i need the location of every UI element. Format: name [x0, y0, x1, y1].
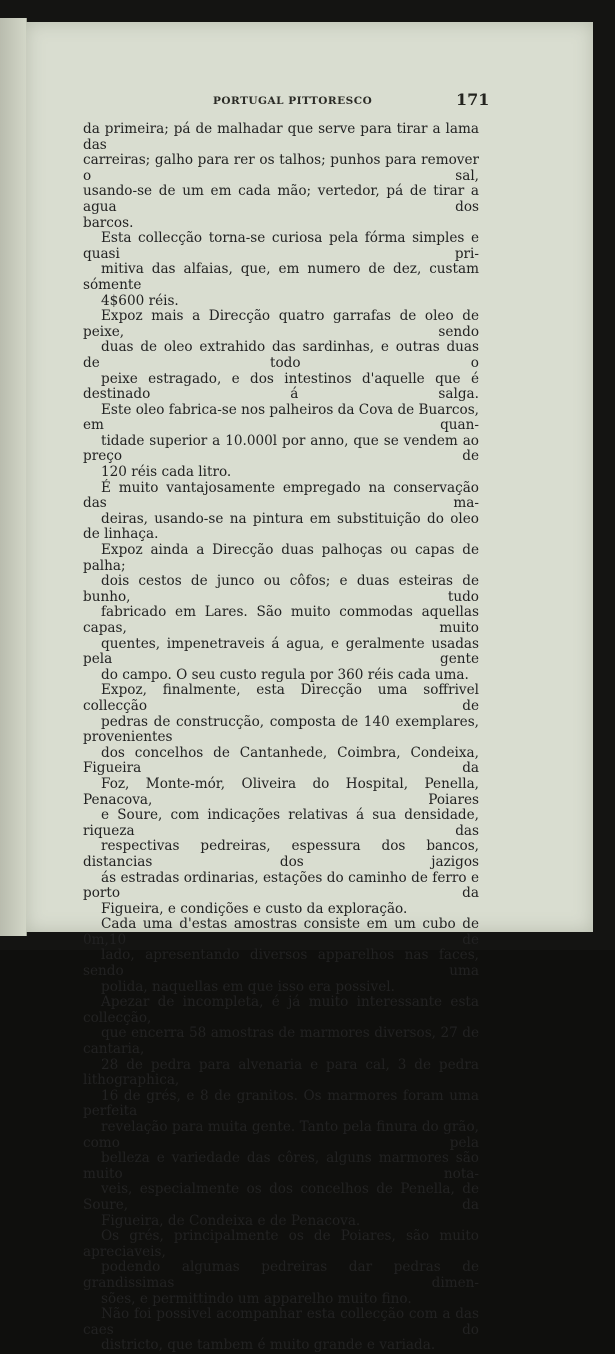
- text-line: ás estradas ordinarias, estações do caminho de ferro e porto da: [83, 869, 479, 902]
- text-line: polida, naquellas em que isso era possivel.: [101, 978, 395, 995]
- paragraph: [83, 917, 479, 995]
- paragraph: [83, 995, 479, 1229]
- text-line: dois cestos de junco ou côfos; e duas esteiras de bunho, tudo: [83, 573, 479, 605]
- text-line: 16 de grés, e 8 de granitos. Os marmores foram uma perfeita: [83, 1087, 479, 1120]
- paragraph: [83, 122, 479, 231]
- text-line: duas de oleo extrahido das sardinhas, e outras duas de todo o: [83, 339, 479, 371]
- text-line: fabricado em Lares. São muito commodas aquellas capas, muito: [83, 604, 479, 636]
- text-line: É muito vantajosamente empregado na conservação das ma-: [83, 479, 479, 512]
- text-line: 4$600 réis.: [101, 292, 179, 309]
- text-line: peixe estragado, e dos intestinos d'aquelle que é destinado á salga.: [83, 370, 479, 403]
- text-line: 28 de pedra para alvenaria e para cal, 3 de pedra lithographica,: [83, 1056, 479, 1089]
- text-line: da primeira; pá de malhadar que serve para tirar a lama das: [83, 121, 479, 153]
- text-line: Esta collecção torna-se curiosa pela fórma simples e quasi pri-: [83, 230, 479, 262]
- text-line: Figueira, e condições e custo da exploração.: [101, 900, 408, 917]
- text-line: Expoz, finalmente, esta Direcção uma soffrivel collecção de: [83, 682, 479, 714]
- text-line: Apezar de incompleta, é já muito interessante esta collecção,: [83, 994, 479, 1026]
- text-line: mitiva das alfaias, que, em numero de dez, custam sómente: [83, 261, 479, 293]
- text-line: belleza e variedade das côres, alguns marmores são muito nota-: [83, 1150, 479, 1182]
- text-line: barcos.: [83, 214, 134, 231]
- text-line: podendo algumas pedreiras dar pedras de grandissimas dimen-: [83, 1259, 479, 1291]
- text-line: usando-se de um em cada mão; vertedor, pá de tirar a agua dos: [83, 183, 479, 215]
- text-line: Figueira, de Condeixa e de Penacova.: [101, 1212, 361, 1229]
- text-line: tidade superior a 10.000l por anno, que se vendem ao preço de: [83, 432, 479, 465]
- text-line: revelação para muita gente. Tanto pela finura do grão, como pela: [83, 1119, 479, 1151]
- text-line: quentes, impenetraveis á agua, e geralmente usadas pela gente: [83, 635, 479, 668]
- text-line: veis, especialmente os dos concelhos de Penella, de Soure, da: [83, 1181, 479, 1213]
- text-line: dos concelhos de Cantanhede, Coimbra, Condeixa, Figueira da: [83, 744, 479, 777]
- body-text: [83, 122, 479, 1354]
- text-line: districto, que tambem é muito grande e variada.: [101, 1337, 436, 1354]
- text-line: lado, apresentando diversos apparelhos nas faces, sendo uma: [83, 947, 479, 980]
- previous-page-edge: [0, 18, 27, 936]
- paragraph: [83, 481, 479, 543]
- text-line: Expoz mais a Direcção quatro garrafas de oleo de peixe, sendo: [83, 308, 479, 340]
- paragraph: [83, 1307, 479, 1354]
- text-line: pedras de construcção, composta de 140 exemplares, provenientes: [83, 713, 479, 746]
- text-line: carreiras; galho para rer os talhos; punhos para remover o sal,: [83, 152, 479, 184]
- text-line: e Soure, com indicações relativas á sua densidade, riqueza das: [83, 807, 479, 839]
- text-line: respectivas pedreiras, espessura dos bancos, distancias dos jazigos: [83, 838, 479, 870]
- paragraph: [83, 309, 479, 481]
- text-line: Cada uma d'estas amostras consiste em um cubo de 0m,10 de: [83, 916, 479, 948]
- text-line: deiras, usando-se na pintura em substituição do oleo de linhaça.: [83, 510, 479, 543]
- text-line: Expoz ainda a Direcção duas palhoças ou capas de palha;: [83, 542, 479, 574]
- running-title: PORTUGAL PITTORESCO: [213, 95, 373, 107]
- paragraph: [83, 683, 479, 917]
- text-line: 120 réis cada litro.: [101, 464, 232, 481]
- text-line: do campo. O seu custo regula por 360 réis cada uma.: [101, 666, 469, 683]
- text-line: Os grés, principalmente os de Poiares, são muito apreciaveis,: [83, 1228, 479, 1260]
- paragraph: [83, 231, 479, 309]
- text-line: sões, e permittindo um apparelho muito fino.: [101, 1290, 412, 1307]
- text-line: que encerra 58 amostras de marmores diversos, 27 de cantaria,: [83, 1025, 479, 1058]
- text-line: Este oleo fabrica-se nos palheiros da Cova de Buarcos, em quan-: [83, 401, 479, 434]
- page-number: 171: [456, 90, 490, 109]
- text-line: Foz, Monte-mór, Oliveira do Hospital, Penella, Penacova, Poiares: [83, 775, 479, 808]
- paragraph: [83, 1229, 479, 1307]
- text-line: Não foi possivel acompanhar esta collecção com a das caes do: [83, 1306, 479, 1338]
- paragraph: [83, 543, 479, 683]
- page-header: [26, 92, 593, 116]
- page: [26, 22, 593, 1354]
